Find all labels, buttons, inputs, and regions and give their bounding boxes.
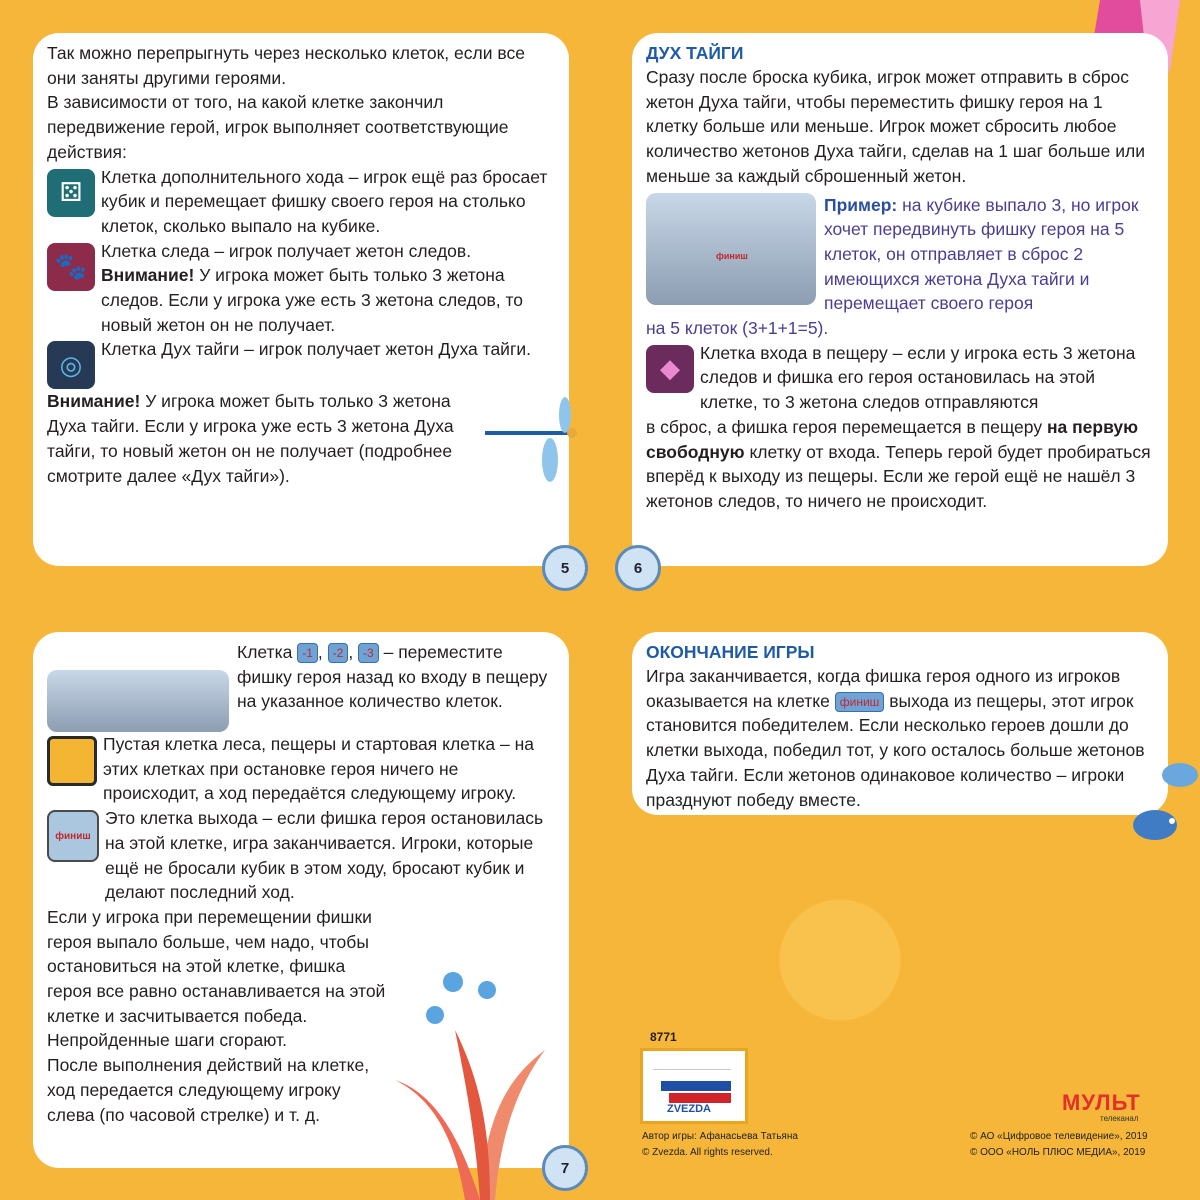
example-board-image — [646, 193, 816, 305]
dragonfly-decoration — [480, 395, 580, 495]
intro-text-2: В зависимости от того, на какой клетке закончил передвижение герой, игрок выполняет соответствующие действия: — [47, 92, 509, 162]
dice-icon: ⚄ — [47, 169, 95, 217]
game-end-text: Игра заканчивается, когда фишка героя одного из игроков оказывается на клетке финиш выхода из пещеры, этот игрок становится победителем. Если несколько героев дошли до клетки выхода, победил тот, у кого осталось больше жетонов Духа тайги. Если жетонов одинаковое количество – игроки празднуют победу вместе. — [646, 666, 1145, 810]
exit-cell-row — [47, 806, 555, 905]
cave-entrance-text: Клетка входа в пещеру – если у игрока есть 3 жетона следов и фишка его героя остановилась на этой клетке, то 3 жетона следов отправляются — [700, 342, 1136, 413]
track-cell-text: Клетка следа – игрок получает жетон следов. Внимание! У игрока может быть только 3 жетона следов. Если у игрока уже есть 3 жетона следов, то новый жетон он не получает. — [101, 240, 524, 335]
product-code: 8771 — [650, 1030, 677, 1044]
example-text-tail: на 5 клеток (3+1+1=5). — [646, 318, 829, 339]
backward-example-image — [47, 670, 229, 732]
author-credit: Автор игры: Афанасьева Татьяна — [642, 1131, 798, 1142]
spirit-note: Внимание! У игрока может быть только 3 жетона Духа тайги. Если у игрока уже есть 3 жетона Духа тайги, то новый жетон он не получает (подробнее смотрите далее «Дух тайги»). — [47, 391, 454, 486]
panel-taiga-spirit — [632, 33, 1168, 566]
after-actions-text: После выполнения действий на клетке, ход передается следующему игроку слева (по часовой стрелке) и т. д. — [47, 1055, 370, 1125]
badge-minus-3: -3 — [358, 643, 379, 663]
empty-cell-icon — [47, 736, 97, 786]
paw-icon: 🐾 — [47, 243, 95, 291]
plant-decoration — [395, 970, 565, 1200]
spirit-cell-row — [47, 337, 555, 389]
birds-decoration — [1110, 755, 1200, 865]
page-number-6: 6 — [615, 545, 661, 591]
crystal-icon: ◆ — [646, 345, 694, 393]
finish-label: финиш — [716, 250, 748, 261]
zvezda-logo — [640, 1048, 748, 1124]
track-cell-row — [47, 239, 555, 338]
badge-minus-1: -1 — [297, 643, 318, 663]
section-title-taiga-spirit: ДУХ ТАЙГИ — [646, 43, 744, 63]
zvezda-rights: © Zvezda. All rights reserved. — [642, 1147, 773, 1158]
example-row — [646, 193, 1154, 317]
backward-cell-row — [47, 640, 555, 732]
finish-badge: финиш — [835, 692, 885, 712]
exit-cell-text-2: Если у игрока при перемещении фишки героя выпало больше, чем надо, чтобы остановиться на этой клетке, фишка героя все равно останавливается на этой клетке и засчитывается победа. Непройденные шаги сгорают. — [47, 906, 386, 1051]
badge-minus-2: -2 — [328, 643, 349, 663]
backward-cell-text: Клетка -1 , -2 , -3 – переместите фишку героя назад ко входу в пещеру на указанное количество клеток. — [237, 642, 548, 712]
empty-cell-row — [47, 732, 555, 806]
taiga-spirit-text: Сразу после броска кубика, игрок может отправить в сброс жетон Духа тайги, чтобы переместить фишку героя на 1 клетку больше или меньше. Игрок может сбросить любое количество жетонов Духа тайги, сделав на 1 шаг больше или меньше за каждый сброшенный жетон. — [646, 67, 1145, 186]
empty-cell-text: Пустая клетка леса, пещеры и стартовая клетка – на этих клетках при остановке героя ничего не происходит, а ход передаётся следующему игроку. — [103, 734, 534, 804]
exit-cell-text: Это клетка выхода – если фишка героя остановилась на этой клетке, игра заканчивается. Игроки, которые ещё не бросали кубик в этом ходу, бросают кубик и делают последний ход. — [105, 808, 544, 903]
copyright-2: © ООО «НОЛЬ ПЛЮС МЕДИА», 2019 — [970, 1147, 1146, 1158]
extra-turn-text: Клетка дополнительного хода – игрок ещё раз бросает кубик и перемещает фишку своего героя на столько клеток, сколько выпало на кубике. — [101, 166, 548, 236]
section-title-game-end: ОКОНЧАНИЕ ИГРЫ — [646, 642, 815, 662]
panel-game-end — [632, 632, 1168, 815]
intro-text-1: Так можно перепрыгнуть через несколько клеток, если все они заняты другими героями. — [47, 43, 525, 88]
mult-sub: телеканал — [1100, 1114, 1139, 1123]
cave-entrance-text-2: в сброс, а фишка героя перемещается в пещеру на первую свободную клетку от входа. Теперь герой будет пробираться вперёд к выходу из пещеры. Если же герой ещё не нашёл 3 жетонов следов, то ничего не происходит. — [646, 416, 1151, 511]
spirit-cell-text: Клетка Дух тайги – игрок получает жетон Духа тайги. — [101, 339, 531, 360]
extra-turn-cell-row — [47, 165, 555, 239]
page-number-5: 5 — [542, 545, 588, 591]
cave-entrance-row — [646, 341, 1154, 415]
page-number-7: 7 — [542, 1145, 588, 1191]
copyright-1: © АО «Цифровое телевидение», 2019 — [970, 1131, 1148, 1142]
finish-icon: финиш — [47, 810, 99, 862]
example-text: Пример: на кубике выпало 3, но игрок хочет передвинуть фишку героя на 5 клеток, он отправляет в сброс 2 имеющихся жетона Духа тайги и перемещает своего героя — [824, 194, 1139, 314]
zvezda-logo-text: ZVEZDA — [667, 1103, 711, 1115]
mult-logo: МУЛЬТ — [1062, 1090, 1141, 1115]
swirl-icon: ◎ — [47, 341, 95, 389]
